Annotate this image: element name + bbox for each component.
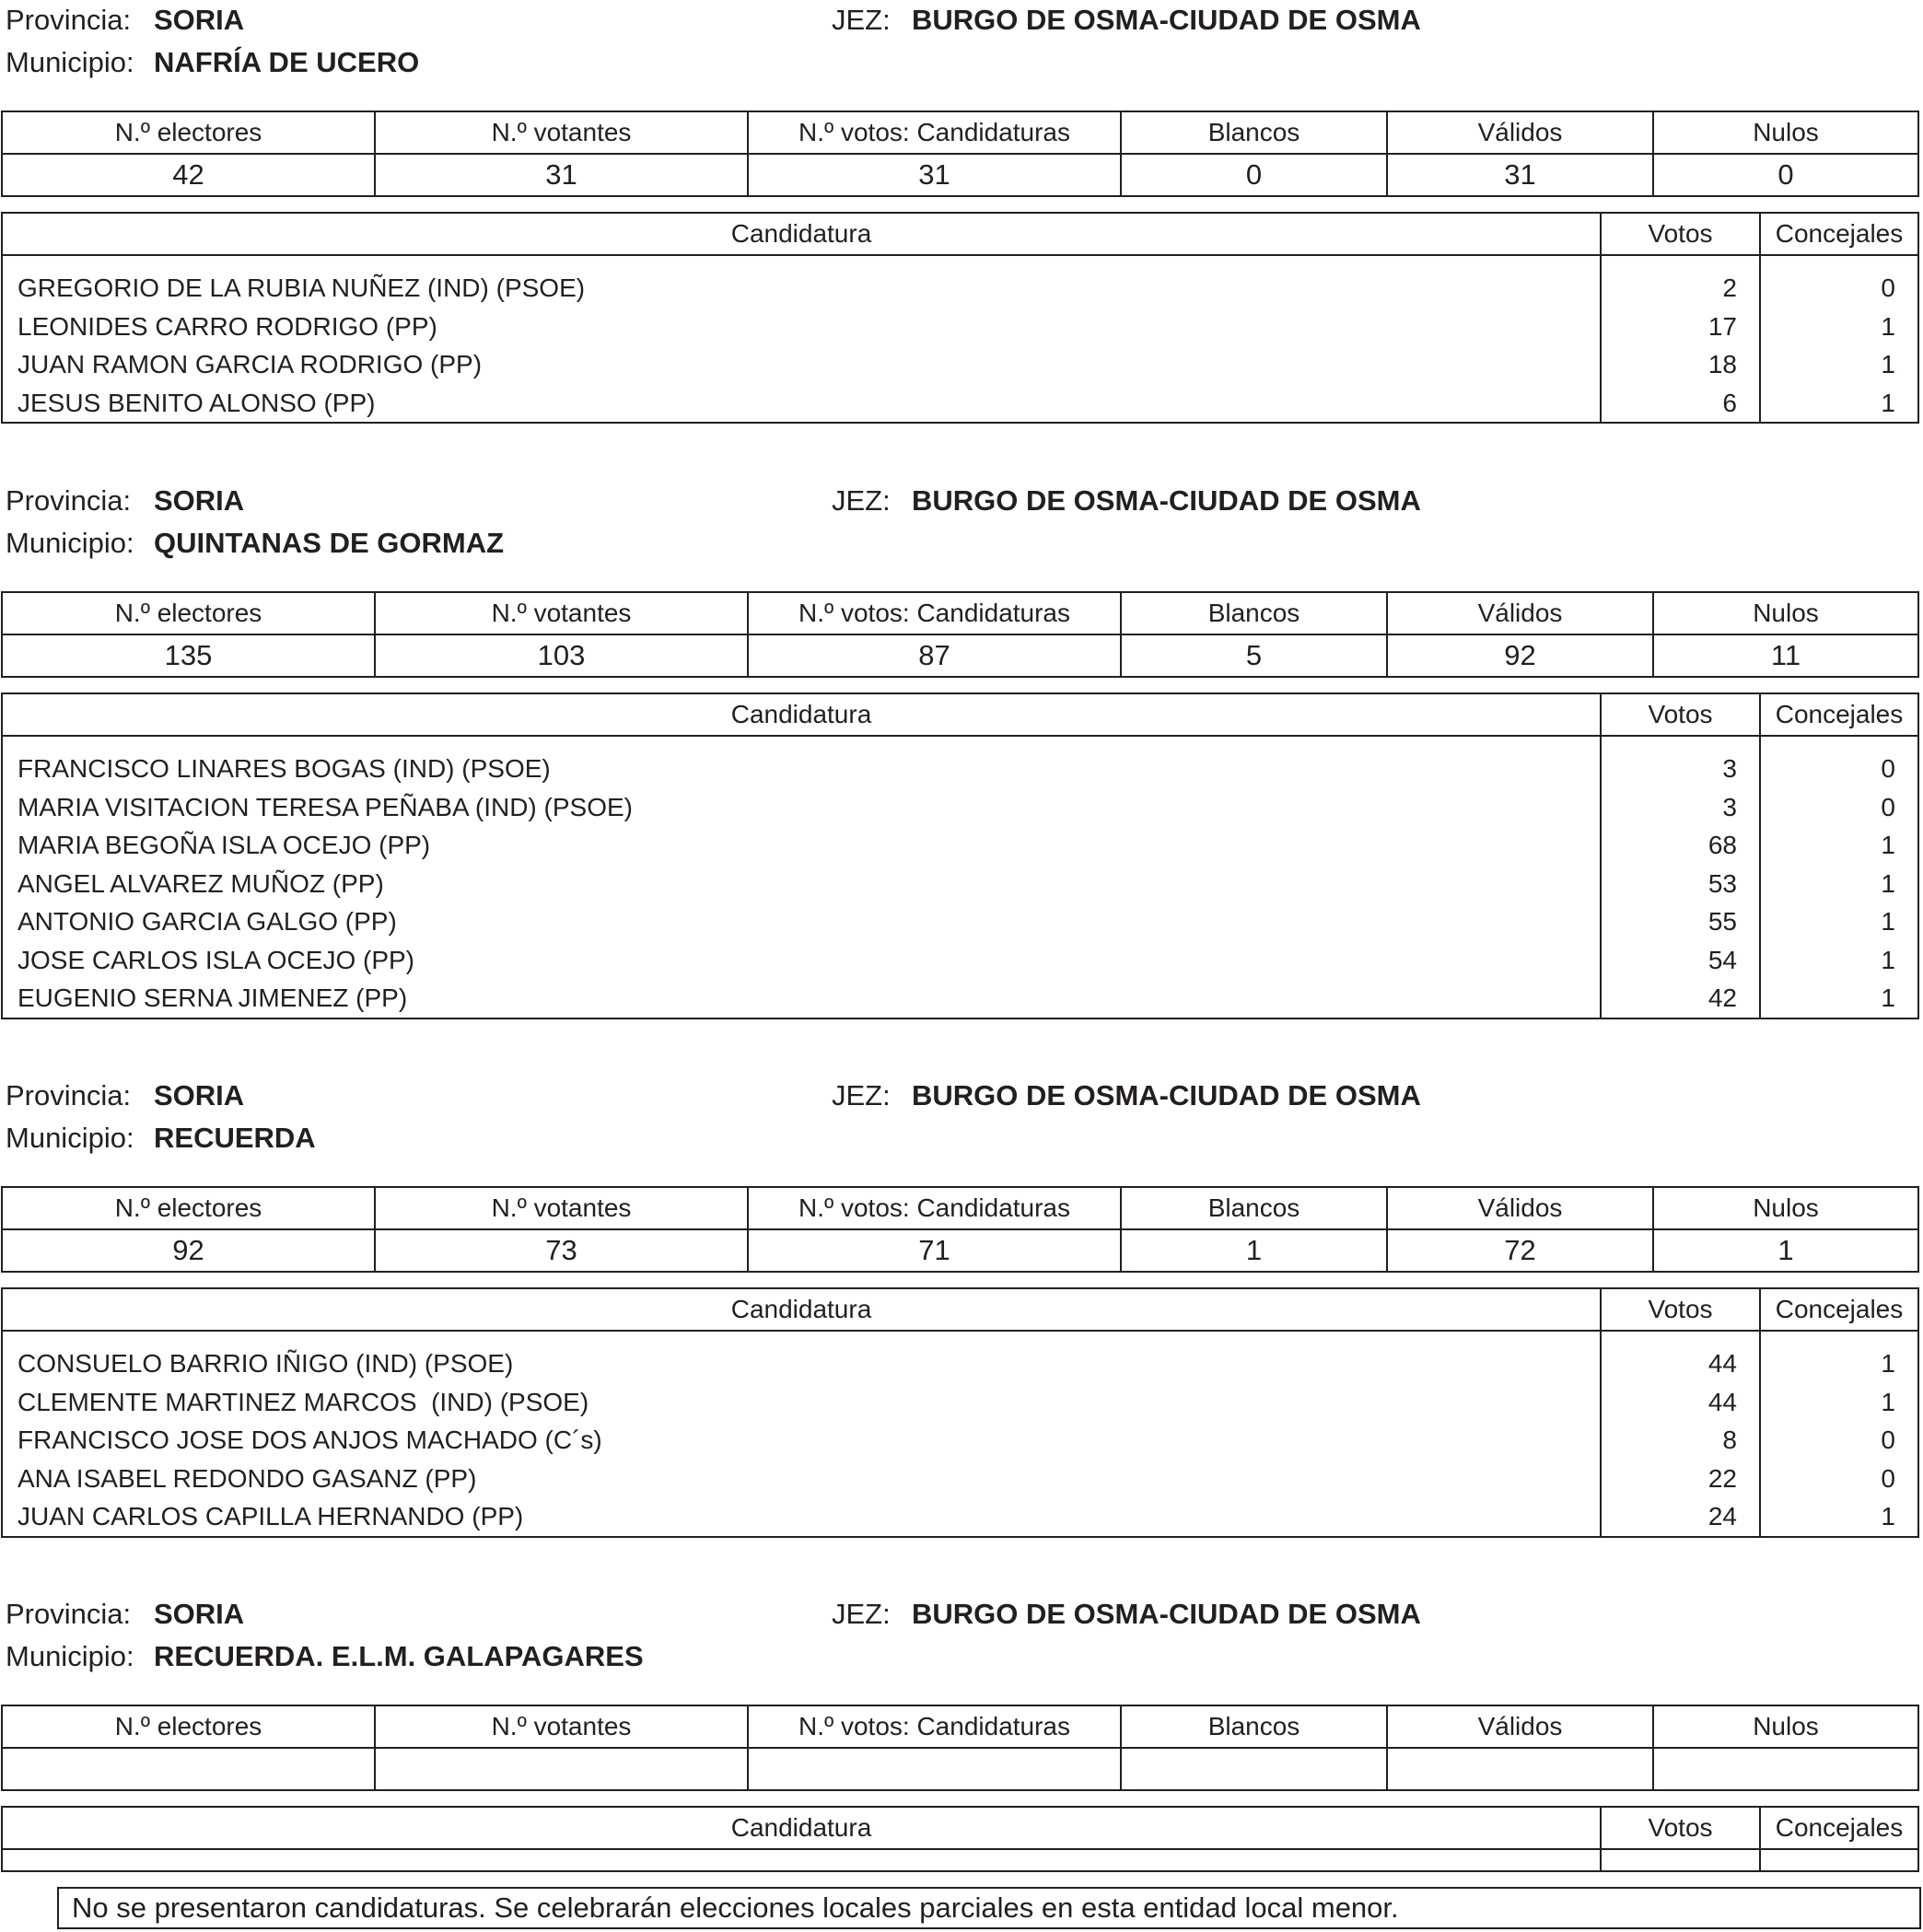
stats-header-cell: Blancos <box>1121 592 1387 634</box>
stats-value-cell: 1 <box>1121 1229 1387 1272</box>
candidate-concejales: 0 <box>1881 754 1895 783</box>
candidate-votes: 3 <box>1722 792 1737 821</box>
stats-header-cell: N.º votos: Candidaturas <box>748 1187 1121 1229</box>
candidate-concejales-column <box>1760 255 1918 423</box>
candidate-votes-column <box>1601 736 1760 1018</box>
municipio-label: Municipio: <box>6 1122 134 1154</box>
stats-value-cell: 11 <box>1653 634 1918 677</box>
stats-header-row <box>2 111 1918 154</box>
candidate-concejales: 1 <box>1881 350 1895 378</box>
provincia-value: SORIA <box>154 1598 245 1630</box>
stats-value-cell <box>748 1748 1121 1790</box>
candidates-table <box>1 1806 1919 1872</box>
municipio-value: QUINTANAS DE GORMAZ <box>154 527 505 559</box>
candidate-votes: 54 <box>1707 945 1737 974</box>
candidates-header-cell: Candidatura <box>2 693 1601 736</box>
candidates-header-cell: Concejales <box>1760 1807 1918 1849</box>
stats-header-cell: Válidos <box>1387 1187 1653 1229</box>
candidates-empty-cell <box>1601 1849 1760 1871</box>
stats-value-row <box>2 1748 1918 1790</box>
candidate-votes: 55 <box>1707 907 1737 936</box>
stats-header-cell: Blancos <box>1121 111 1387 154</box>
candidate-votes: 6 <box>1722 388 1737 417</box>
stats-value-row <box>2 154 1918 196</box>
candidate-votes: 24 <box>1707 1502 1737 1530</box>
stats-value-cell: 5 <box>1121 634 1387 677</box>
provincia-label: Provincia: <box>6 1598 132 1630</box>
jez-label: JEZ: <box>832 1079 891 1111</box>
stats-table <box>1 1705 1919 1791</box>
candidates-header-cell: Candidatura <box>2 1288 1601 1331</box>
candidate-votes: 44 <box>1707 1349 1737 1378</box>
candidate-name: GREGORIO DE LA RUBIA NUÑEZ (IND) (PSOE) <box>17 274 586 302</box>
candidates-header-cell: Concejales <box>1760 1288 1918 1331</box>
candidate-concejales: 1 <box>1881 868 1895 898</box>
candidate-name: CONSUELO BARRIO IÑIGO (IND) (PSOE) <box>17 1349 514 1378</box>
candidates-header-cell: Votos <box>1601 1807 1760 1849</box>
candidate-votes: 22 <box>1707 1463 1737 1493</box>
provincia-value: SORIA <box>154 4 245 36</box>
candidate-name: FRANCISCO JOSE DOS ANJOS MACHADO (C´s) <box>17 1426 602 1454</box>
candidate-name: FRANCISCO LINARES BOGAS (IND) (PSOE) <box>17 754 551 783</box>
stats-header-cell: Válidos <box>1387 111 1653 154</box>
stats-table <box>1 1186 1919 1273</box>
stats-value-cell: 31 <box>375 154 748 196</box>
candidates-header-row <box>2 693 1918 736</box>
candidate-name: JOSE CARLOS ISLA OCEJO (PP) <box>17 945 415 974</box>
municipio-value: NAFRÍA DE UCERO <box>154 46 420 78</box>
stats-value-cell: 73 <box>375 1229 748 1272</box>
candidates-header-cell: Candidatura <box>2 213 1601 255</box>
candidate-concejales: 1 <box>1881 1387 1895 1416</box>
stats-value-cell: 1 <box>1653 1229 1918 1272</box>
stats-value-cell <box>1653 1748 1918 1790</box>
candidate-name: LEONIDES CARRO RODRIGO (PP) <box>17 311 437 341</box>
candidate-name: JUAN RAMON GARCIA RODRIGO (PP) <box>17 350 483 378</box>
stats-value-cell <box>2 1748 375 1790</box>
municipio-label: Municipio: <box>6 1640 134 1672</box>
candidate-votes-column <box>1601 255 1760 423</box>
stats-header-cell: N.º votantes <box>375 1187 748 1229</box>
candidate-names-column <box>2 255 1601 423</box>
candidate-concejales: 1 <box>1881 831 1895 859</box>
stats-header-cell: N.º votantes <box>375 1705 748 1748</box>
candidates-header-cell: Votos <box>1601 1288 1760 1331</box>
candidate-name: JESUS BENITO ALONSO (PP) <box>17 388 376 417</box>
candidate-votes: 3 <box>1722 754 1737 783</box>
section-header <box>0 1077 1923 1166</box>
candidate-votes: 18 <box>1707 350 1737 378</box>
jez-value: BURGO DE OSMA-CIUDAD DE OSMA <box>912 1598 1421 1630</box>
candidate-name: MARIA VISITACION TERESA PEÑABA (IND) (PSOE) <box>17 792 633 821</box>
stats-header-cell: N.º votos: Candidaturas <box>748 1705 1121 1748</box>
stats-header-cell: N.º votantes <box>375 111 748 154</box>
candidates-body-row <box>2 1331 1918 1537</box>
candidate-concejales-column <box>1760 1331 1918 1537</box>
candidates-header-cell: Concejales <box>1760 213 1918 255</box>
candidate-concejales: 1 <box>1881 1502 1895 1530</box>
candidate-votes: 53 <box>1707 868 1737 898</box>
stats-header-cell: N.º votos: Candidaturas <box>748 111 1121 154</box>
candidates-table <box>1 212 1919 424</box>
stats-header-cell: Nulos <box>1653 1187 1918 1229</box>
candidates-header-row <box>2 213 1918 255</box>
candidate-concejales: 0 <box>1881 1463 1895 1493</box>
stats-table <box>1 111 1919 197</box>
jez-value: BURGO DE OSMA-CIUDAD DE OSMA <box>912 1079 1421 1111</box>
provincia-value: SORIA <box>154 1079 245 1111</box>
candidate-concejales: 1 <box>1881 983 1895 1012</box>
candidate-votes: 8 <box>1722 1426 1737 1454</box>
candidates-header-cell: Candidatura <box>2 1807 1601 1849</box>
candidate-votes: 17 <box>1707 311 1737 341</box>
stats-value-cell <box>375 1748 748 1790</box>
stats-value-cell: 92 <box>2 1229 375 1272</box>
stats-value-cell: 0 <box>1653 154 1918 196</box>
stats-header-cell: N.º votos: Candidaturas <box>748 592 1121 634</box>
candidates-header-row <box>2 1288 1918 1331</box>
stats-header-row <box>2 1705 1918 1748</box>
stats-value-row <box>2 1229 1918 1272</box>
candidates-empty-cell <box>1760 1849 1918 1871</box>
stats-value-cell <box>1387 1748 1653 1790</box>
candidates-empty-cell <box>2 1849 1601 1871</box>
provincia-label: Provincia: <box>6 1079 132 1111</box>
section-header <box>0 2 1923 90</box>
candidate-concejales: 1 <box>1881 311 1895 341</box>
stats-value-cell: 87 <box>748 634 1121 677</box>
stats-table <box>1 591 1919 678</box>
candidate-concejales: 1 <box>1881 907 1895 936</box>
candidates-body-row <box>2 736 1918 1018</box>
jez-label: JEZ: <box>832 1598 891 1630</box>
candidates-body-row <box>2 1849 1918 1871</box>
provincia-value: SORIA <box>154 484 245 517</box>
candidate-votes: 2 <box>1722 274 1737 302</box>
candidates-table <box>1 1287 1919 1538</box>
candidate-concejales: 1 <box>1881 388 1895 417</box>
candidate-concejales: 0 <box>1881 274 1895 302</box>
stats-value-cell: 71 <box>748 1229 1121 1272</box>
stats-header-cell: Válidos <box>1387 1705 1653 1748</box>
stats-value-cell: 92 <box>1387 634 1653 677</box>
candidate-concejales: 1 <box>1881 1349 1895 1378</box>
stats-value-cell: 31 <box>748 154 1121 196</box>
candidate-name: EUGENIO SERNA JIMENEZ (PP) <box>17 983 408 1012</box>
municipio-value: RECUERDA <box>154 1122 316 1154</box>
stats-header-cell: Nulos <box>1653 111 1918 154</box>
candidates-header-cell: Votos <box>1601 213 1760 255</box>
candidate-concejales-column <box>1760 736 1918 1018</box>
candidate-name: ANA ISABEL REDONDO GASANZ (PP) <box>17 1463 477 1493</box>
stats-value-row <box>2 634 1918 677</box>
provincia-label: Provincia: <box>6 484 132 517</box>
stats-header-cell: N.º electores <box>2 111 375 154</box>
stats-value-cell: 135 <box>2 634 375 677</box>
candidates-header-row <box>2 1807 1918 1849</box>
stats-value-cell: 0 <box>1121 154 1387 196</box>
stats-value-cell: 72 <box>1387 1229 1653 1272</box>
candidate-votes-column <box>1601 1331 1760 1537</box>
candidate-concejales: 1 <box>1881 945 1895 974</box>
stats-header-row <box>2 592 1918 634</box>
jez-value: BURGO DE OSMA-CIUDAD DE OSMA <box>912 4 1421 36</box>
stats-header-cell: Válidos <box>1387 592 1653 634</box>
stats-header-cell: N.º electores <box>2 1187 375 1229</box>
candidate-name: MARIA BEGOÑA ISLA OCEJO (PP) <box>17 831 431 859</box>
candidate-name: JUAN CARLOS CAPILLA HERNANDO (PP) <box>17 1502 524 1530</box>
candidate-name: CLEMENTE MARTINEZ MARCOS (IND) (PSOE) <box>17 1387 589 1416</box>
candidates-body-row <box>2 255 1918 423</box>
section-header <box>0 483 1923 571</box>
stats-header-cell: Nulos <box>1653 592 1918 634</box>
stats-value-cell: 42 <box>2 154 375 196</box>
candidate-concejales: 0 <box>1881 1426 1895 1454</box>
candidates-header-cell: Votos <box>1601 693 1760 736</box>
stats-header-row <box>2 1187 1918 1229</box>
no-candidates-notice: No se presentaron candidaturas. Se celebrarán elecciones locales parciales en esta entidad local menor. <box>57 1887 1921 1929</box>
candidate-names-column <box>2 1331 1601 1537</box>
stats-value-cell: 103 <box>375 634 748 677</box>
stats-header-cell: N.º electores <box>2 592 375 634</box>
candidate-votes: 42 <box>1707 983 1737 1012</box>
jez-value: BURGO DE OSMA-CIUDAD DE OSMA <box>912 484 1421 517</box>
candidates-table <box>1 692 1919 1019</box>
candidate-name: ANTONIO GARCIA GALGO (PP) <box>17 907 397 936</box>
stats-header-cell: N.º votantes <box>375 592 748 634</box>
stats-value-cell: 31 <box>1387 154 1653 196</box>
section-header <box>0 1596 1923 1684</box>
jez-label: JEZ: <box>832 4 891 36</box>
municipio-value: RECUERDA. E.L.M. GALAPAGARES <box>154 1640 644 1672</box>
stats-header-cell: Blancos <box>1121 1705 1387 1748</box>
jez-label: JEZ: <box>832 484 891 517</box>
candidate-votes: 44 <box>1707 1387 1737 1416</box>
candidate-concejales: 0 <box>1881 792 1895 821</box>
candidate-votes: 68 <box>1707 831 1737 859</box>
candidate-name: ANGEL ALVAREZ MUÑOZ (PP) <box>17 868 384 898</box>
municipio-label: Municipio: <box>6 527 134 559</box>
stats-header-cell: Blancos <box>1121 1187 1387 1229</box>
stats-header-cell: N.º electores <box>2 1705 375 1748</box>
stats-header-cell: Nulos <box>1653 1705 1918 1748</box>
candidate-names-column <box>2 736 1601 1018</box>
stats-value-cell <box>1121 1748 1387 1790</box>
candidates-header-cell: Concejales <box>1760 693 1918 736</box>
provincia-label: Provincia: <box>6 4 132 36</box>
municipio-label: Municipio: <box>6 46 134 78</box>
